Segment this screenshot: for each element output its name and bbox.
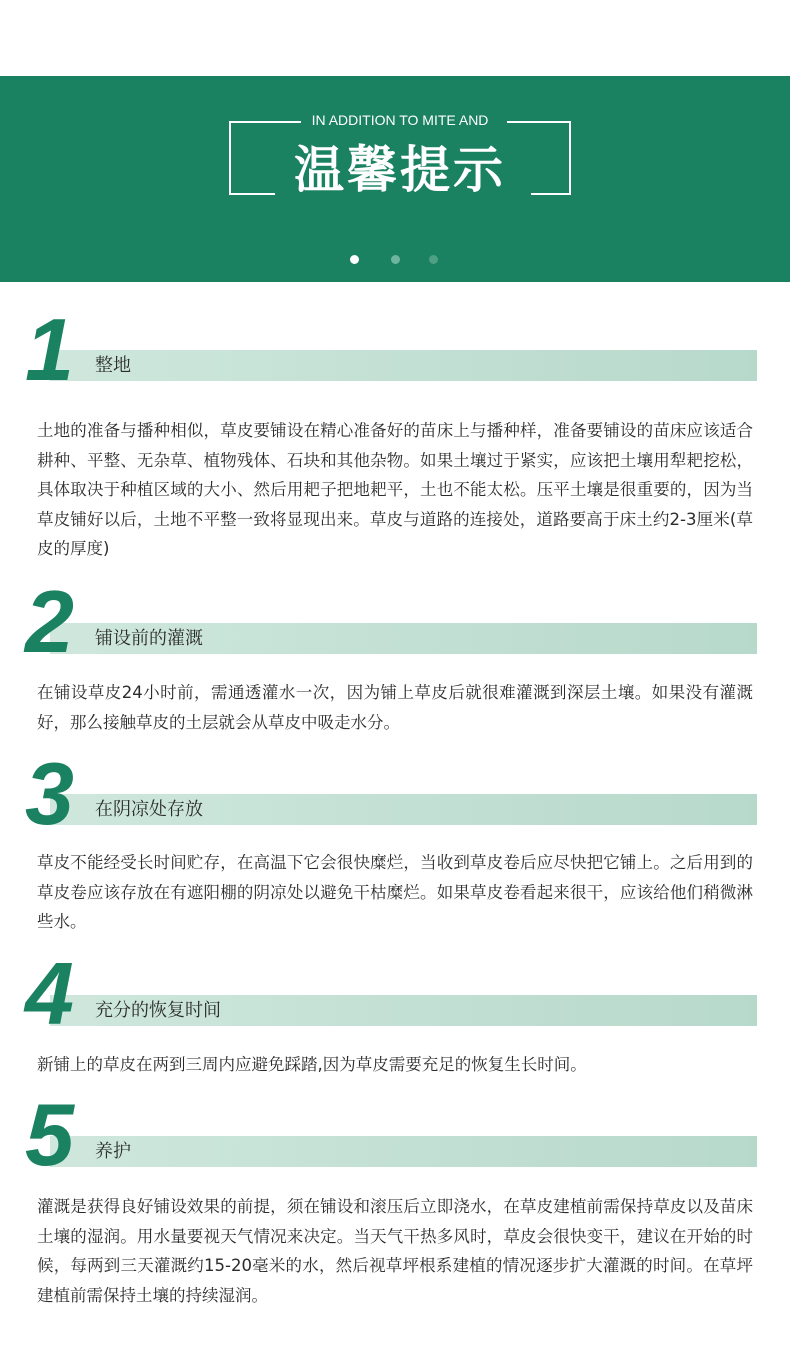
- section-1-body: 土地的准备与播种相似，草皮要铺设在精心准备好的苗床上与播种样，准备要铺设的苗床应该适合耕种、平整、无杂草、植物残体、石块和其他杂物。如果土壤过于紧实，应该把土壤用犁耙挖松，具体取决于种植区域的大小、然后用耙子把地耙平，土也不能太松。压平土壤是很重要的，因为当草皮铺好以后，土地不平整一致将显现出来。草皮与道路的连接处，道路要高于床土约2-3厘米(草皮的厚度): [37, 421, 753, 558]
- section-title: 养护: [95, 1141, 131, 1162]
- section-title: 充分的恢复时间: [95, 1000, 221, 1021]
- section-title: 整地: [95, 355, 131, 376]
- section-number: 2: [25, 572, 74, 671]
- section-number: 4: [25, 944, 74, 1043]
- section-title: 在阴凉处存放: [95, 799, 203, 820]
- section-2-heading: [25, 572, 757, 671]
- carousel-dot[interactable]: [429, 255, 438, 264]
- section-3-heading: [25, 744, 757, 843]
- section-number: 3: [25, 744, 74, 843]
- section-4-heading: [25, 944, 757, 1043]
- carousel-dot[interactable]: [391, 255, 400, 264]
- section-4-body: 新铺上的草皮在两到三周内应避免踩踏,因为草皮需要充足的恢复生长时间。: [37, 1055, 587, 1074]
- header-banner: [0, 76, 790, 282]
- section-1-heading: [25, 300, 757, 399]
- section-5-body: 灌溉是获得良好铺设效果的前提，须在铺设和滚压后立即浇水，在草皮建植前需保持草皮以及苗床土壤的湿润。用水量要视天气情况来决定。当天气干热多风时，草皮会很快变干，建议在开始的时候，每两到三天灌溉约15-20毫米的水，然后视草坪根系建植的情况逐步扩大灌溉的时间。在草坪建植前需保持土壤的持续湿润。: [37, 1197, 753, 1305]
- section-title: 铺设前的灌溉: [95, 628, 203, 649]
- section-number: 1: [25, 300, 74, 399]
- section-5-heading: [25, 1085, 757, 1184]
- carousel-dot-active[interactable]: [350, 255, 359, 264]
- banner-subtitle: IN ADDITION TO MITE AND: [311, 112, 489, 128]
- section-number: 5: [25, 1085, 74, 1184]
- section-2-body: 在铺设草皮24小时前，需通透灌水一次，因为铺上草皮后就很难灌溉到深层土壤。如果没有灌溉好，那么接触草皮的土层就会从草皮中吸走水分。: [37, 683, 753, 732]
- section-bar: [50, 1136, 757, 1167]
- section-3-body: 草皮不能经受长时间贮存，在高温下它会很快糜烂，当收到草皮卷后应尽快把它铺上。之后用到的草皮卷应该存放在有遮阳棚的阴凉处以避免干枯糜烂。如果草皮卷看起来很干，应该给他们稍微淋些水。: [37, 853, 753, 931]
- section-bar: [50, 350, 757, 381]
- banner-title: 温馨提示: [294, 141, 506, 199]
